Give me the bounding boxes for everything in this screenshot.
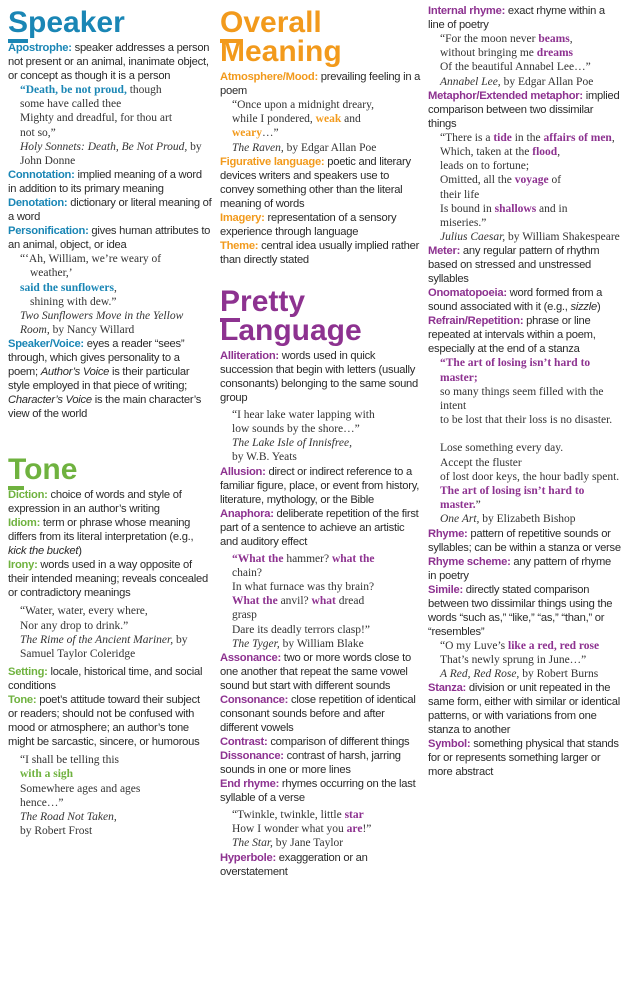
apostrophe-quote: “Death, be not proud, though some have called thee Mighty and dreadful, for thou art not so,” Holy Sonnets: Death, Be Not Proud, by John Donne xyxy=(20,84,202,168)
alliteration-quote: “I hear lake water lapping with low sounds by the shore…” The Lake Isle of Innisfree, by W.B. Yeats xyxy=(232,408,375,464)
diction-entry: Diction: choice of words and style of expression in an author’s writing xyxy=(8,489,182,516)
irony-quote: “Water, water, every where, Nor any drop to drink.” The Rime of the Ancient Mariner, by Samuel Taylor Coleridge xyxy=(20,605,188,661)
pretty-language-heading: Pretty Language xyxy=(220,284,362,347)
internal-rhyme-quote: “For the moon never beams, without bringing me dreams Of the beautiful Annabel Lee…” Annabel Lee, by Edgar Allan Poe xyxy=(440,33,594,88)
setting-entry: Setting: locale, historical time, and social conditions xyxy=(8,666,203,693)
personification-quote: “‘Ah, William, we’re weary of weather,’ said the sunflowers, shining with dew.” Two Sunflowers Move in the Yellow Room, by Nancy Willard xyxy=(20,253,184,337)
meter-entry: Meter: any regular pattern of rhythm based on stressed and unstressed syllables xyxy=(428,245,600,286)
connotation-entry: Connotation: implied meaning of a word in addition to its primary meaning xyxy=(8,169,202,196)
rhyme-scheme-entry: Rhyme scheme: any pattern of rhyme in poetry xyxy=(428,555,612,582)
column-3 xyxy=(428,0,622,779)
tone-quote: “I shall be telling this with a sigh Somewhere ages and ages hence…” The Road Not Taken, by Robert Frost xyxy=(20,754,141,838)
consonance-entry: Consonance: close repetition of identical consonant sounds before and after different vowels xyxy=(220,694,416,735)
simile-quote: “O my Luve’s like a red, red rose That’s newly sprung in June…” A Red, Red Rose, by Robert Burns xyxy=(440,639,600,681)
allusion-entry: Allusion: direct or indirect reference to a familiar figure, place, or event from history, literature, mythology, or the Bible xyxy=(220,465,420,506)
metaphor-entry: Metaphor/Extended metaphor: implied comparison between two dissimilar things xyxy=(428,89,620,130)
overall-meaning-heading: Overall Meaning xyxy=(220,6,342,68)
irony-entry: Irony: words used in a way opposite of their intended meaning; reveals concealed or contradictory meanings xyxy=(8,559,208,600)
speaker-heading: Speaker xyxy=(8,8,212,37)
atmosphere-entry: Atmosphere/Mood: prevailing feeling in a poem xyxy=(220,71,421,97)
onomatopoeia-entry: Onomatopoeia: word formed from a sound associated with it (e.g., sizzle) xyxy=(428,287,603,314)
refrain-quote: “The art of losing isn’t hard to master; so many things seem filled with the intent to be lost that their loss is no disaster. Lose something every day. Accept the fluster of lost door keys, the hour badly spent. The art of losing isn’t hard to master.” One Art, by Elizabeth Bishop xyxy=(440,357,620,526)
figurative-language-entry: Figurative language: poetic and literary devices writers and speakers use to convey something other than the literal meaning of words xyxy=(220,155,411,210)
refrain-entry: Refrain/Repetition: phrase or line repeated at intervals within a poem, especially at the end of a stanza xyxy=(428,315,596,356)
symbol-entry: Symbol: something physical that stands for or represents something larger or more abstract xyxy=(428,738,619,779)
apostrophe-entry: Apostrophe: speaker addresses a person not present or an animal, inanimate object, or concept as though it is a person xyxy=(8,42,210,82)
tone-heading: Tone xyxy=(8,455,212,484)
denotation-entry: Denotation: dictionary or literal meaning of a word xyxy=(8,197,212,224)
tone-entry: Tone: poet’s attitude toward their subject or readers; should not be confused with mood or atmosphere; an author’s tone might be sarcastic, sincere, or humorous xyxy=(8,694,200,749)
personification-entry: Personification: gives human attributes to an animal, object, or idea xyxy=(8,225,211,252)
alliteration-entry: Alliteration: words used in quick succession that begin with letters (usually consonants) belonging to the same sound group xyxy=(220,349,418,404)
anaphora-entry: Anaphora: deliberate repetition of the first part of a sentence to achieve an artistic and auditory effect xyxy=(220,507,419,548)
hyperbole-entry: Hyperbole: exaggeration or an overstatement xyxy=(220,851,368,878)
atmosphere-quote: “Once upon a midnight dreary, while I pondered, weak and weary…” The Raven, by Edgar Allan Poe xyxy=(232,99,377,154)
dissonance-entry: Dissonance: contrast of harsh, jarring sounds in one or more lines xyxy=(220,750,401,777)
idiom-entry: Idiom: term or phrase whose meaning differs from its literal interpretation (e.g., kick the bucket) xyxy=(8,517,194,558)
end-rhyme-quote: “Twinkle, twinkle, little star How I wonder what you are!” The Star, by Jane Taylor xyxy=(232,809,372,850)
column-2 xyxy=(220,0,422,879)
simile-entry: Simile: directly stated comparison between two dissimilar things using the words “such as,” “like,” “as,” “than,” or “resembles” xyxy=(428,583,613,638)
contrast-entry: Contrast: comparison of different things xyxy=(220,736,410,749)
anaphora-quote: “What the hammer? what the chain? In what furnace was thy brain? What the anvil? what dread grasp Dare its deadly terrors clasp!” The Tyger, by William Blake xyxy=(232,552,375,650)
rhyme-entry: Rhyme: pattern of repetitive sounds or syllables; can be within a stanza or verse xyxy=(428,527,621,554)
stanza-entry: Stanza: division or unit repeated in the same form, either with similar or identical patterns, or with variations from one stanza to another xyxy=(428,682,620,737)
theme-entry: Theme: central idea usually implied rather than directly stated xyxy=(220,239,420,266)
speaker-voice-entry: Speaker/Voice: eyes a reader “sees” through, which gives personality to a poem; Author’s Voice is their particular style employed in that piece of writing; Character’s Voice is the main character’s view of the world xyxy=(8,338,202,421)
end-rhyme-entry: End rhyme: rhymes occurring on the last syllable of a verse xyxy=(220,778,416,805)
column-1 xyxy=(8,0,212,838)
internal-rhyme-entry: Internal rhyme: exact rhyme within a line of poetry xyxy=(428,5,605,31)
metaphor-quote: “There is a tide in the affairs of men, Which, taken at the flood, leads on to fortune; Omitted, all the voyage of their life Is bound in shallows and in miseries.” Julius Caesar, by William Shakespeare xyxy=(440,131,620,244)
assonance-entry: Assonance: two or more words close to one another that repeat the same vowel sound but start with different sounds xyxy=(220,652,411,693)
imagery-entry: Imagery: representation of a sensory experience through language xyxy=(220,211,397,238)
